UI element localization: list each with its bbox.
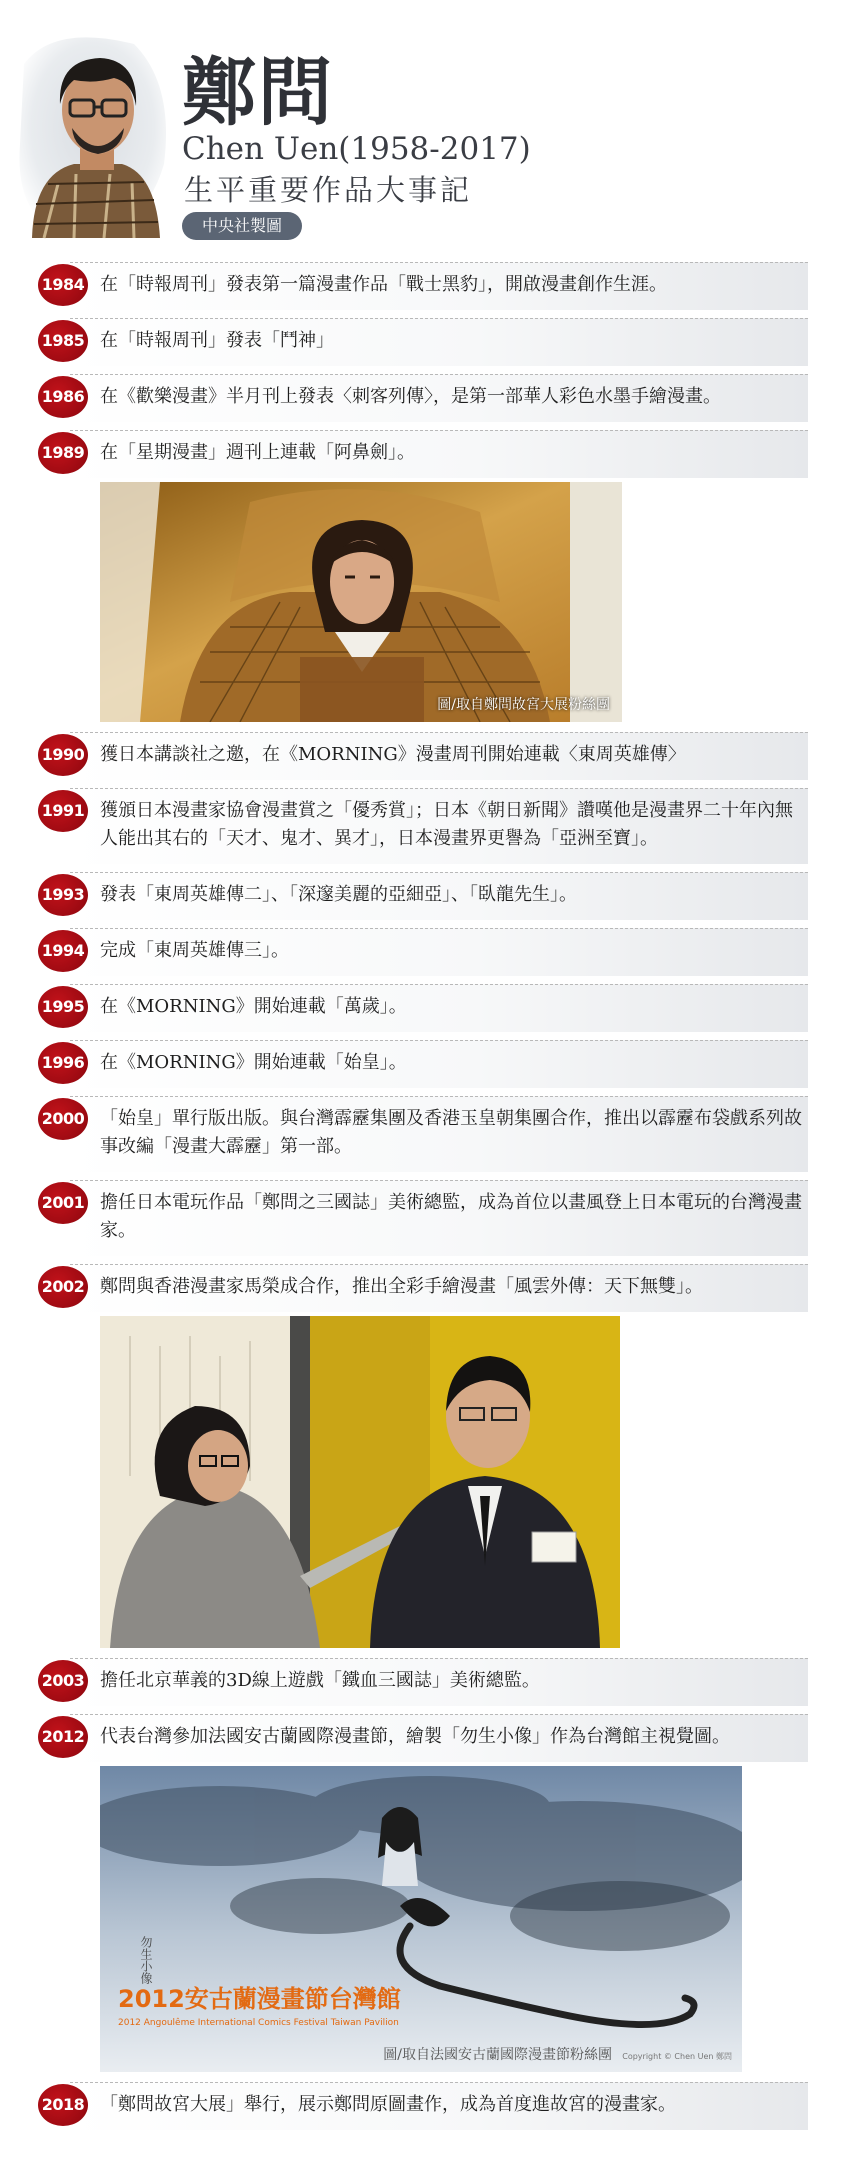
timeline-entry-2003 [0,1654,860,1706]
timeline-entry-2018 [0,2078,860,2130]
entry-text: 在「星期漫畫」週刊上連載「阿鼻劍」。 [100,442,415,463]
svg-text:勿生小像: 勿生小像 [139,1936,153,1984]
entry-text: 在《MORNING》開始連載「萬歲」。 [100,996,407,1017]
year-badge: 2000 [38,1098,88,1140]
year-badge: 1989 [38,432,88,474]
page-subtitle: 生平重要作品大事記 [184,173,473,207]
entry-text: 在《歡樂漫畫》半月刊上發表〈刺客列傳〉，是第一部華人彩色水墨手繪漫畫。 [100,386,721,407]
artwork-image-1989 [100,482,622,722]
year-badge: 1993 [38,874,88,916]
timeline-entry-1993 [0,868,860,920]
festival-title-en: 2012 Angoulême International Comics Festival Taiwan Pavilion [118,2018,399,2028]
year-badge: 2003 [38,1660,88,1702]
entry-text: 代表台灣參加法國安古蘭國際漫畫節，繪製「勿生小像」作為台灣館主視覺圖。 [100,1726,730,1747]
portrait-illustration [14,24,174,242]
warrior-illustration [100,482,622,722]
photo-2002 [100,1316,620,1648]
entry-text: 擔任日本電玩作品「鄭問之三國誌」美術總監，成為首位以畫風登上日本電玩的台灣漫畫家。 [100,1192,802,1241]
timeline-entry-1994 [0,924,860,976]
entry-text: 「鄭問故宮大展」舉行，展示鄭問原圖畫作，成為首度進故宮的漫畫家。 [100,2094,676,2115]
entry-text: 發表「東周英雄傳二」、「深邃美麗的亞細亞」、「臥龍先生」。 [100,884,577,905]
year-badge: 2002 [38,1266,88,1308]
year-badge: 2012 [38,1716,88,1758]
timeline-entry-1996 [0,1036,860,1088]
timeline-entry-2000 [0,1092,860,1172]
year-badge: 1991 [38,790,88,832]
year-badge: 2001 [38,1182,88,1224]
english-name-dates: Chen Uen(1958-2017) [182,131,531,167]
timeline-entry-1991 [0,784,860,864]
year-badge: 2018 [38,2084,88,2126]
year-badge: 1994 [38,930,88,972]
entry-text: 獲日本講談社之邀，在《MORNING》漫畫周刊開始連載〈東周英雄傳〉 [100,744,686,765]
timeline-entry-1986 [0,370,860,422]
entry-text: 鄭問與香港漫畫家馬榮成合作，推出全彩手繪漫畫「風雲外傳：天下無雙」。 [100,1276,703,1297]
year-badge: 1986 [38,376,88,418]
timeline-entry-2001 [0,1176,860,1256]
year-badge: 1990 [38,734,88,776]
timeline [0,258,860,2134]
timeline-entry-1984 [0,258,860,310]
image-credit: 圖/取自法國安古蘭國際漫畫節粉絲團 [383,2047,612,2063]
year-badge: 1995 [38,986,88,1028]
entry-text: 在「時報周刊」發表第一篇漫畫作品「戰士黑豹」，開啟漫畫創作生涯。 [100,274,667,295]
source-badge: 中央社製圖 [182,212,302,240]
figure-sketch [378,1807,422,1886]
timeline-entry-1985 [0,314,860,366]
year-badge: 1996 [38,1042,88,1084]
year-badge: 1985 [38,320,88,362]
festival-title: 2012安古蘭漫畫節台灣館 [118,1985,401,2013]
entry-text: 獲頒日本漫畫家協會漫畫賞之「優秀賞」；日本《朝日新聞》讚嘆他是漫畫界二十年內無人能出其右的「天才、鬼才、異才」，日本漫畫界更譽為「亞洲至寶」。 [100,800,793,849]
image-credit: 圖/取自鄭問故宮大展粉絲團 [437,697,610,713]
poster-2012 [100,1766,742,2072]
year-badge: 1984 [38,264,88,306]
entry-text: 在《MORNING》開始連載「始皇」。 [100,1052,407,1073]
two-men-photo [100,1316,620,1648]
timeline-entry-2012 [0,1710,860,1762]
entry-text: 完成「東周英雄傳三」。 [100,940,289,961]
timeline-entry-1989 [0,426,860,478]
page-title: 鄭問 [182,50,334,136]
entry-text: 「始皇」單行版出版。與台灣霹靂集團及香港玉皇朝集團合作，推出以霹靂布袋戲系列故事改編「漫畫大霹靂」第一部。 [100,1108,802,1157]
timeline-entry-2002 [0,1260,860,1312]
entry-text: 在「時報周刊」發表「鬥神」 [100,330,334,351]
timeline-entry-1990 [0,728,860,780]
timeline-entry-1995 [0,980,860,1032]
entry-text: 擔任北京華義的3D線上遊戲「鐵血三國誌」美術總監。 [100,1670,540,1691]
copyright-note: Copyright © Chen Uen 鄭問 [622,2052,732,2061]
